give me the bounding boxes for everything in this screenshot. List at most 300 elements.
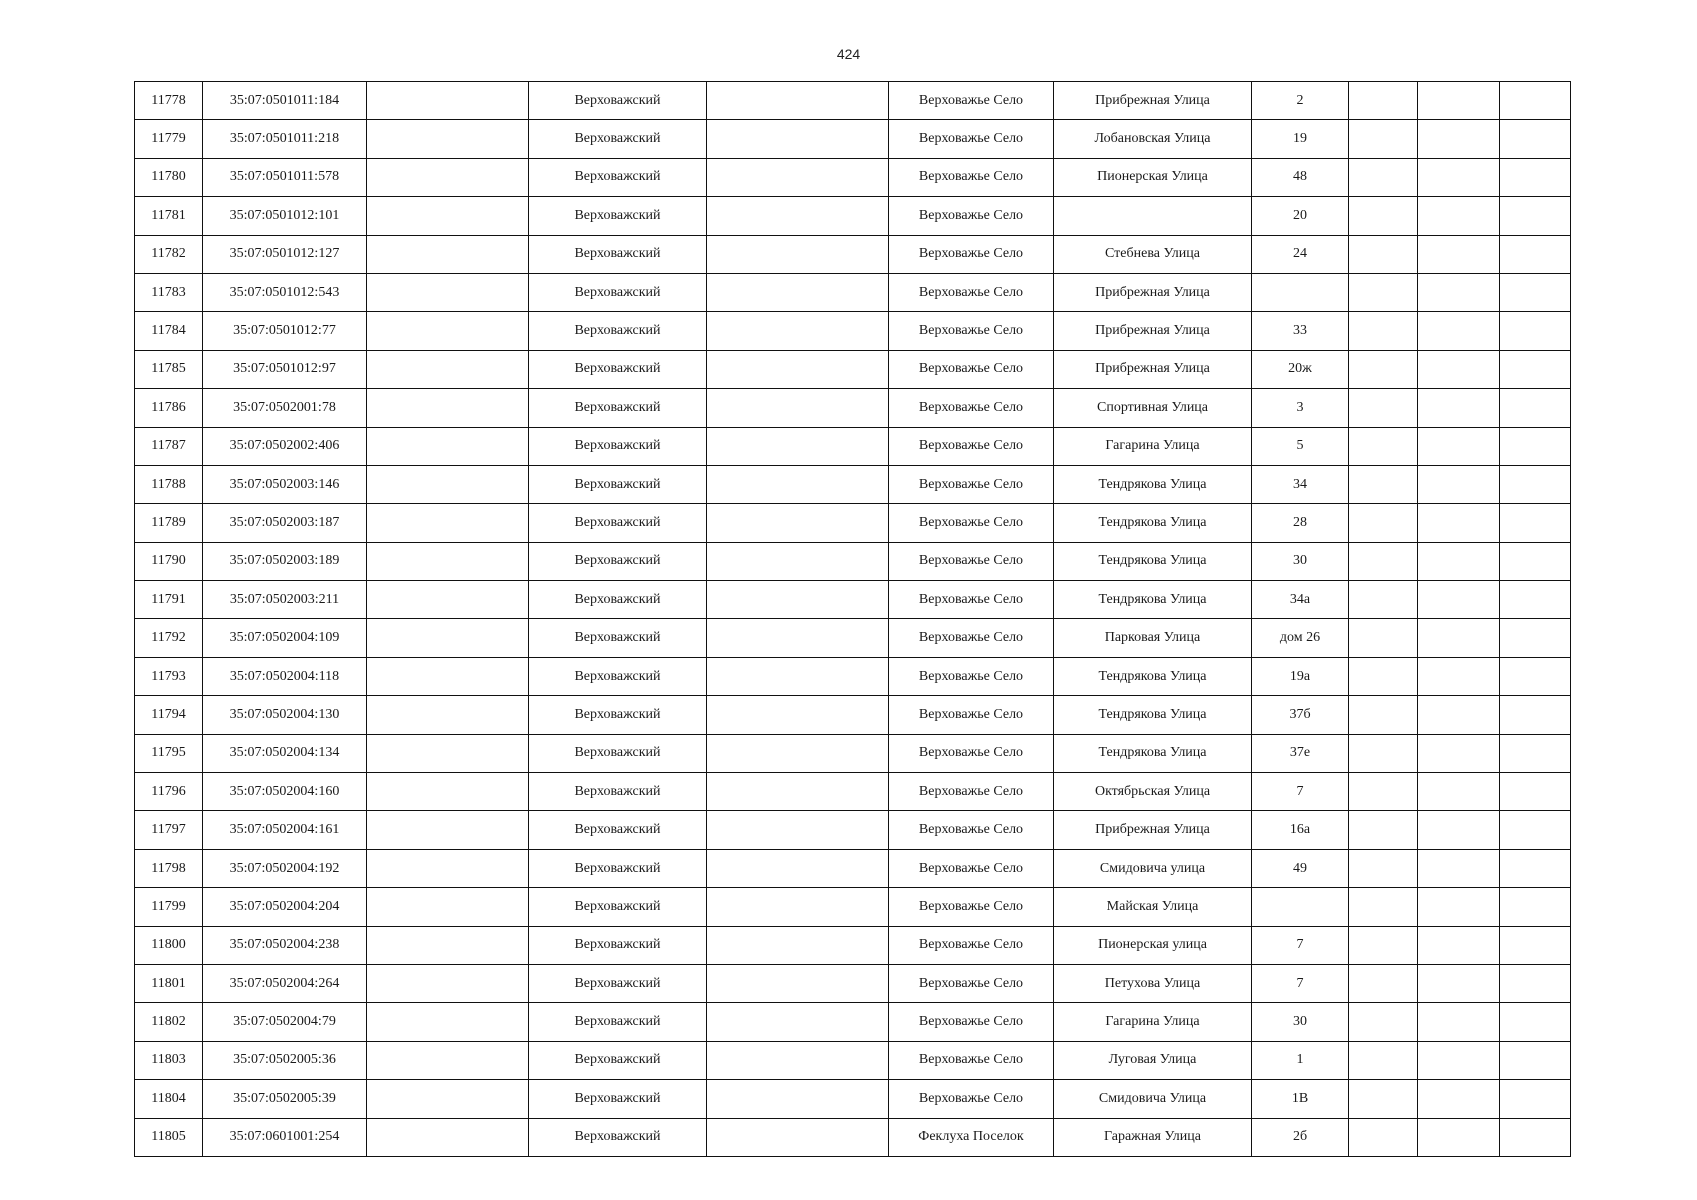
street-cell: Тендрякова Улица	[1054, 504, 1252, 542]
registry-table	[134, 81, 1571, 1157]
empty-cell	[1418, 1080, 1500, 1118]
locality-cell: Верховажье Село	[889, 465, 1054, 503]
house-number-cell: 7	[1252, 964, 1349, 1002]
empty-cell	[1349, 657, 1418, 695]
table-row	[135, 811, 1571, 849]
street-cell: Прибрежная Улица	[1054, 811, 1252, 849]
empty-cell	[1500, 158, 1571, 196]
cadastral-number-cell: 35:07:0502004:134	[203, 734, 367, 772]
empty-cell	[1418, 888, 1500, 926]
house-number-cell: 30	[1252, 542, 1349, 580]
empty-cell	[1418, 273, 1500, 311]
empty-cell	[367, 235, 529, 273]
empty-cell	[1349, 1080, 1418, 1118]
table-row	[135, 389, 1571, 427]
cadastral-number-cell: 35:07:0501011:218	[203, 120, 367, 158]
empty-cell	[367, 389, 529, 427]
street-cell: Смидовича улица	[1054, 849, 1252, 887]
street-cell: Гагарина Улица	[1054, 1003, 1252, 1041]
empty-cell	[367, 773, 529, 811]
empty-cell	[1349, 1003, 1418, 1041]
empty-cell	[367, 504, 529, 542]
cadastral-number-cell: 35:07:0601001:254	[203, 1118, 367, 1156]
house-number-cell: 19а	[1252, 657, 1349, 695]
empty-cell	[1349, 1041, 1418, 1079]
house-number-cell: 30	[1252, 1003, 1349, 1041]
row-number-cell: 11800	[135, 926, 203, 964]
empty-cell	[367, 1080, 529, 1118]
row-number-cell: 11783	[135, 273, 203, 311]
district-cell: Верховажский	[529, 964, 707, 1002]
table-row	[135, 581, 1571, 619]
table-row	[135, 734, 1571, 772]
street-cell: Смидовича Улица	[1054, 1080, 1252, 1118]
row-number-cell: 11801	[135, 964, 203, 1002]
empty-cell	[1418, 82, 1500, 120]
empty-cell	[707, 542, 889, 580]
empty-cell	[1500, 1041, 1571, 1079]
locality-cell: Верховажье Село	[889, 120, 1054, 158]
empty-cell	[707, 1118, 889, 1156]
row-number-cell: 11792	[135, 619, 203, 657]
house-number-cell: 1	[1252, 1041, 1349, 1079]
empty-cell	[707, 581, 889, 619]
cadastral-number-cell: 35:07:0502004:204	[203, 888, 367, 926]
empty-cell	[367, 581, 529, 619]
empty-cell	[367, 888, 529, 926]
row-number-cell: 11790	[135, 542, 203, 580]
cadastral-number-cell: 35:07:0501012:97	[203, 350, 367, 388]
empty-cell	[1349, 619, 1418, 657]
empty-cell	[367, 273, 529, 311]
empty-cell	[367, 1003, 529, 1041]
row-number-cell: 11788	[135, 465, 203, 503]
table-row	[135, 197, 1571, 235]
empty-cell	[707, 773, 889, 811]
empty-cell	[367, 427, 529, 465]
table-row	[135, 312, 1571, 350]
row-number-cell: 11780	[135, 158, 203, 196]
street-cell: Тендрякова Улица	[1054, 581, 1252, 619]
house-number-cell: 16а	[1252, 811, 1349, 849]
cadastral-number-cell: 35:07:0502003:146	[203, 465, 367, 503]
locality-cell: Верховажье Село	[889, 734, 1054, 772]
locality-cell: Верховажье Село	[889, 158, 1054, 196]
empty-cell	[367, 542, 529, 580]
empty-cell	[1349, 696, 1418, 734]
locality-cell: Верховажье Село	[889, 1041, 1054, 1079]
row-number-cell: 11797	[135, 811, 203, 849]
empty-cell	[1500, 235, 1571, 273]
cadastral-number-cell: 35:07:0501012:101	[203, 197, 367, 235]
street-cell: Прибрежная Улица	[1054, 312, 1252, 350]
cadastral-number-cell: 35:07:0501011:578	[203, 158, 367, 196]
row-number-cell: 11787	[135, 427, 203, 465]
row-number-cell: 11802	[135, 1003, 203, 1041]
empty-cell	[1500, 926, 1571, 964]
street-cell: Прибрежная Улица	[1054, 273, 1252, 311]
street-cell	[1054, 197, 1252, 235]
locality-cell: Верховажье Село	[889, 619, 1054, 657]
district-cell: Верховажский	[529, 696, 707, 734]
locality-cell: Верховажье Село	[889, 504, 1054, 542]
row-number-cell: 11786	[135, 389, 203, 427]
cadastral-number-cell: 35:07:0502004:79	[203, 1003, 367, 1041]
empty-cell	[1500, 619, 1571, 657]
house-number-cell: дом 26	[1252, 619, 1349, 657]
empty-cell	[1418, 465, 1500, 503]
table-row	[135, 465, 1571, 503]
empty-cell	[1500, 542, 1571, 580]
row-number-cell: 11781	[135, 197, 203, 235]
table-row	[135, 888, 1571, 926]
empty-cell	[367, 120, 529, 158]
empty-cell	[367, 696, 529, 734]
empty-cell	[1418, 657, 1500, 695]
empty-cell	[1418, 158, 1500, 196]
locality-cell: Верховажье Село	[889, 657, 1054, 695]
district-cell: Верховажский	[529, 197, 707, 235]
locality-cell: Верховажье Село	[889, 82, 1054, 120]
street-cell: Октябрьская Улица	[1054, 773, 1252, 811]
house-number-cell: 19	[1252, 120, 1349, 158]
empty-cell	[707, 964, 889, 1002]
house-number-cell: 2б	[1252, 1118, 1349, 1156]
locality-cell: Феклуха Поселок	[889, 1118, 1054, 1156]
cadastral-number-cell: 35:07:0502004:118	[203, 657, 367, 695]
table-row	[135, 158, 1571, 196]
cadastral-number-cell: 35:07:0502004:238	[203, 926, 367, 964]
street-cell: Тендрякова Улица	[1054, 657, 1252, 695]
cadastral-number-cell: 35:07:0502003:189	[203, 542, 367, 580]
empty-cell	[1349, 312, 1418, 350]
cadastral-number-cell: 35:07:0502005:39	[203, 1080, 367, 1118]
table-body	[135, 82, 1571, 1157]
empty-cell	[1418, 696, 1500, 734]
empty-cell	[1418, 504, 1500, 542]
row-number-cell: 11784	[135, 312, 203, 350]
district-cell: Верховажский	[529, 312, 707, 350]
empty-cell	[707, 1080, 889, 1118]
empty-cell	[1418, 773, 1500, 811]
empty-cell	[367, 734, 529, 772]
row-number-cell: 11799	[135, 888, 203, 926]
empty-cell	[367, 350, 529, 388]
empty-cell	[1500, 964, 1571, 1002]
district-cell: Верховажский	[529, 504, 707, 542]
district-cell: Верховажский	[529, 773, 707, 811]
empty-cell	[1500, 197, 1571, 235]
empty-cell	[707, 312, 889, 350]
empty-cell	[1349, 273, 1418, 311]
cadastral-number-cell: 35:07:0502003:211	[203, 581, 367, 619]
empty-cell	[1418, 427, 1500, 465]
house-number-cell: 34а	[1252, 581, 1349, 619]
table-row	[135, 1003, 1571, 1041]
empty-cell	[707, 657, 889, 695]
house-number-cell	[1252, 888, 1349, 926]
locality-cell: Верховажье Село	[889, 926, 1054, 964]
table-row	[135, 696, 1571, 734]
locality-cell: Верховажье Село	[889, 197, 1054, 235]
row-number-cell: 11779	[135, 120, 203, 158]
street-cell: Пионерская улица	[1054, 926, 1252, 964]
empty-cell	[1418, 1041, 1500, 1079]
locality-cell: Верховажье Село	[889, 235, 1054, 273]
district-cell: Верховажский	[529, 542, 707, 580]
district-cell: Верховажский	[529, 811, 707, 849]
empty-cell	[1500, 312, 1571, 350]
empty-cell	[1500, 350, 1571, 388]
empty-cell	[367, 849, 529, 887]
locality-cell: Верховажье Село	[889, 773, 1054, 811]
empty-cell	[707, 197, 889, 235]
empty-cell	[1349, 1118, 1418, 1156]
empty-cell	[1349, 964, 1418, 1002]
empty-cell	[1418, 1003, 1500, 1041]
empty-cell	[1418, 197, 1500, 235]
empty-cell	[707, 465, 889, 503]
locality-cell: Верховажье Село	[889, 389, 1054, 427]
street-cell: Луговая Улица	[1054, 1041, 1252, 1079]
locality-cell: Верховажье Село	[889, 888, 1054, 926]
table-row	[135, 773, 1571, 811]
house-number-cell: 7	[1252, 773, 1349, 811]
row-number-cell: 11804	[135, 1080, 203, 1118]
cadastral-number-cell: 35:07:0502004:192	[203, 849, 367, 887]
empty-cell	[1500, 734, 1571, 772]
empty-cell	[707, 734, 889, 772]
empty-cell	[1418, 619, 1500, 657]
row-number-cell: 11794	[135, 696, 203, 734]
empty-cell	[1349, 158, 1418, 196]
empty-cell	[1349, 350, 1418, 388]
empty-cell	[1418, 542, 1500, 580]
district-cell: Верховажский	[529, 1041, 707, 1079]
empty-cell	[1349, 734, 1418, 772]
district-cell: Верховажский	[529, 619, 707, 657]
locality-cell: Верховажье Село	[889, 811, 1054, 849]
empty-cell	[1500, 773, 1571, 811]
row-number-cell: 11791	[135, 581, 203, 619]
district-cell: Верховажский	[529, 926, 707, 964]
empty-cell	[707, 1041, 889, 1079]
empty-cell	[707, 273, 889, 311]
district-cell: Верховажский	[529, 657, 707, 695]
locality-cell: Верховажье Село	[889, 542, 1054, 580]
row-number-cell: 11782	[135, 235, 203, 273]
table-row	[135, 1041, 1571, 1079]
cadastral-number-cell: 35:07:0502002:406	[203, 427, 367, 465]
cadastral-number-cell: 35:07:0501012:127	[203, 235, 367, 273]
cadastral-number-cell: 35:07:0502001:78	[203, 389, 367, 427]
empty-cell	[1418, 581, 1500, 619]
cadastral-number-cell: 35:07:0501012:543	[203, 273, 367, 311]
row-number-cell: 11785	[135, 350, 203, 388]
empty-cell	[367, 964, 529, 1002]
empty-cell	[1349, 926, 1418, 964]
district-cell: Верховажский	[529, 1080, 707, 1118]
cadastral-number-cell: 35:07:0502003:187	[203, 504, 367, 542]
empty-cell	[1418, 235, 1500, 273]
house-number-cell: 34	[1252, 465, 1349, 503]
empty-cell	[367, 619, 529, 657]
empty-cell	[1500, 427, 1571, 465]
empty-cell	[707, 888, 889, 926]
empty-cell	[1500, 504, 1571, 542]
table-row	[135, 849, 1571, 887]
locality-cell: Верховажье Село	[889, 964, 1054, 1002]
street-cell: Гагарина Улица	[1054, 427, 1252, 465]
district-cell: Верховажский	[529, 120, 707, 158]
empty-cell	[367, 197, 529, 235]
locality-cell: Верховажье Село	[889, 696, 1054, 734]
house-number-cell: 7	[1252, 926, 1349, 964]
empty-cell	[367, 1041, 529, 1079]
empty-cell	[1418, 1118, 1500, 1156]
empty-cell	[1349, 465, 1418, 503]
district-cell: Верховажский	[529, 1118, 707, 1156]
house-number-cell: 37е	[1252, 734, 1349, 772]
empty-cell	[1418, 811, 1500, 849]
empty-cell	[1349, 849, 1418, 887]
table-row	[135, 542, 1571, 580]
empty-cell	[367, 1118, 529, 1156]
house-number-cell	[1252, 273, 1349, 311]
empty-cell	[1418, 350, 1500, 388]
street-cell: Прибрежная Улица	[1054, 82, 1252, 120]
cadastral-number-cell: 35:07:0501012:77	[203, 312, 367, 350]
house-number-cell: 3	[1252, 389, 1349, 427]
row-number-cell: 11805	[135, 1118, 203, 1156]
empty-cell	[1500, 465, 1571, 503]
empty-cell	[1500, 1003, 1571, 1041]
empty-cell	[367, 158, 529, 196]
street-cell: Майская Улица	[1054, 888, 1252, 926]
locality-cell: Верховажье Село	[889, 1080, 1054, 1118]
house-number-cell: 2	[1252, 82, 1349, 120]
row-number-cell: 11795	[135, 734, 203, 772]
empty-cell	[707, 350, 889, 388]
cadastral-number-cell: 35:07:0502004:109	[203, 619, 367, 657]
empty-cell	[707, 504, 889, 542]
empty-cell	[1500, 120, 1571, 158]
empty-cell	[367, 82, 529, 120]
cadastral-number-cell: 35:07:0502004:264	[203, 964, 367, 1002]
house-number-cell: 33	[1252, 312, 1349, 350]
empty-cell	[1500, 657, 1571, 695]
empty-cell	[1349, 504, 1418, 542]
house-number-cell: 1В	[1252, 1080, 1349, 1118]
house-number-cell: 20	[1252, 197, 1349, 235]
street-cell: Парковая Улица	[1054, 619, 1252, 657]
empty-cell	[1349, 811, 1418, 849]
row-number-cell: 11803	[135, 1041, 203, 1079]
locality-cell: Верховажье Село	[889, 1003, 1054, 1041]
cadastral-number-cell: 35:07:0502004:160	[203, 773, 367, 811]
street-cell: Гаражная Улица	[1054, 1118, 1252, 1156]
empty-cell	[1418, 312, 1500, 350]
row-number-cell: 11793	[135, 657, 203, 695]
cadastral-number-cell: 35:07:0501011:184	[203, 82, 367, 120]
street-cell: Тендрякова Улица	[1054, 734, 1252, 772]
table-row	[135, 235, 1571, 273]
empty-cell	[1418, 734, 1500, 772]
empty-cell	[1500, 696, 1571, 734]
house-number-cell: 37б	[1252, 696, 1349, 734]
street-cell: Тендрякова Улица	[1054, 542, 1252, 580]
empty-cell	[707, 158, 889, 196]
locality-cell: Верховажье Село	[889, 849, 1054, 887]
street-cell: Прибрежная Улица	[1054, 350, 1252, 388]
locality-cell: Верховажье Село	[889, 581, 1054, 619]
empty-cell	[707, 427, 889, 465]
house-number-cell: 5	[1252, 427, 1349, 465]
empty-cell	[707, 849, 889, 887]
locality-cell: Верховажье Село	[889, 427, 1054, 465]
empty-cell	[1500, 888, 1571, 926]
house-number-cell: 24	[1252, 235, 1349, 273]
empty-cell	[367, 312, 529, 350]
empty-cell	[707, 82, 889, 120]
table-row	[135, 120, 1571, 158]
empty-cell	[1349, 235, 1418, 273]
cadastral-number-cell: 35:07:0502004:161	[203, 811, 367, 849]
row-number-cell: 11778	[135, 82, 203, 120]
district-cell: Верховажский	[529, 849, 707, 887]
empty-cell	[1500, 811, 1571, 849]
page-number: 424	[836, 46, 861, 62]
empty-cell	[1500, 849, 1571, 887]
district-cell: Верховажский	[529, 350, 707, 388]
empty-cell	[367, 811, 529, 849]
empty-cell	[1349, 389, 1418, 427]
empty-cell	[1500, 1080, 1571, 1118]
empty-cell	[707, 696, 889, 734]
district-cell: Верховажский	[529, 734, 707, 772]
empty-cell	[1500, 389, 1571, 427]
district-cell: Верховажский	[529, 888, 707, 926]
empty-cell	[1349, 197, 1418, 235]
district-cell: Верховажский	[529, 235, 707, 273]
empty-cell	[1349, 427, 1418, 465]
empty-cell	[707, 811, 889, 849]
table-row	[135, 82, 1571, 120]
row-number-cell: 11796	[135, 773, 203, 811]
empty-cell	[1500, 581, 1571, 619]
empty-cell	[707, 619, 889, 657]
street-cell: Тендрякова Улица	[1054, 465, 1252, 503]
street-cell: Тендрякова Улица	[1054, 696, 1252, 734]
cadastral-number-cell: 35:07:0502005:36	[203, 1041, 367, 1079]
district-cell: Верховажский	[529, 158, 707, 196]
table-row	[135, 273, 1571, 311]
empty-cell	[1349, 773, 1418, 811]
district-cell: Верховажский	[529, 465, 707, 503]
empty-cell	[1500, 273, 1571, 311]
empty-cell	[1418, 389, 1500, 427]
street-cell: Пионерская Улица	[1054, 158, 1252, 196]
table-row	[135, 427, 1571, 465]
empty-cell	[707, 235, 889, 273]
empty-cell	[1500, 1118, 1571, 1156]
table-row	[135, 1080, 1571, 1118]
empty-cell	[1418, 964, 1500, 1002]
street-cell: Петухова Улица	[1054, 964, 1252, 1002]
street-cell: Спортивная Улица	[1054, 389, 1252, 427]
table-row	[135, 1118, 1571, 1156]
table-row	[135, 350, 1571, 388]
